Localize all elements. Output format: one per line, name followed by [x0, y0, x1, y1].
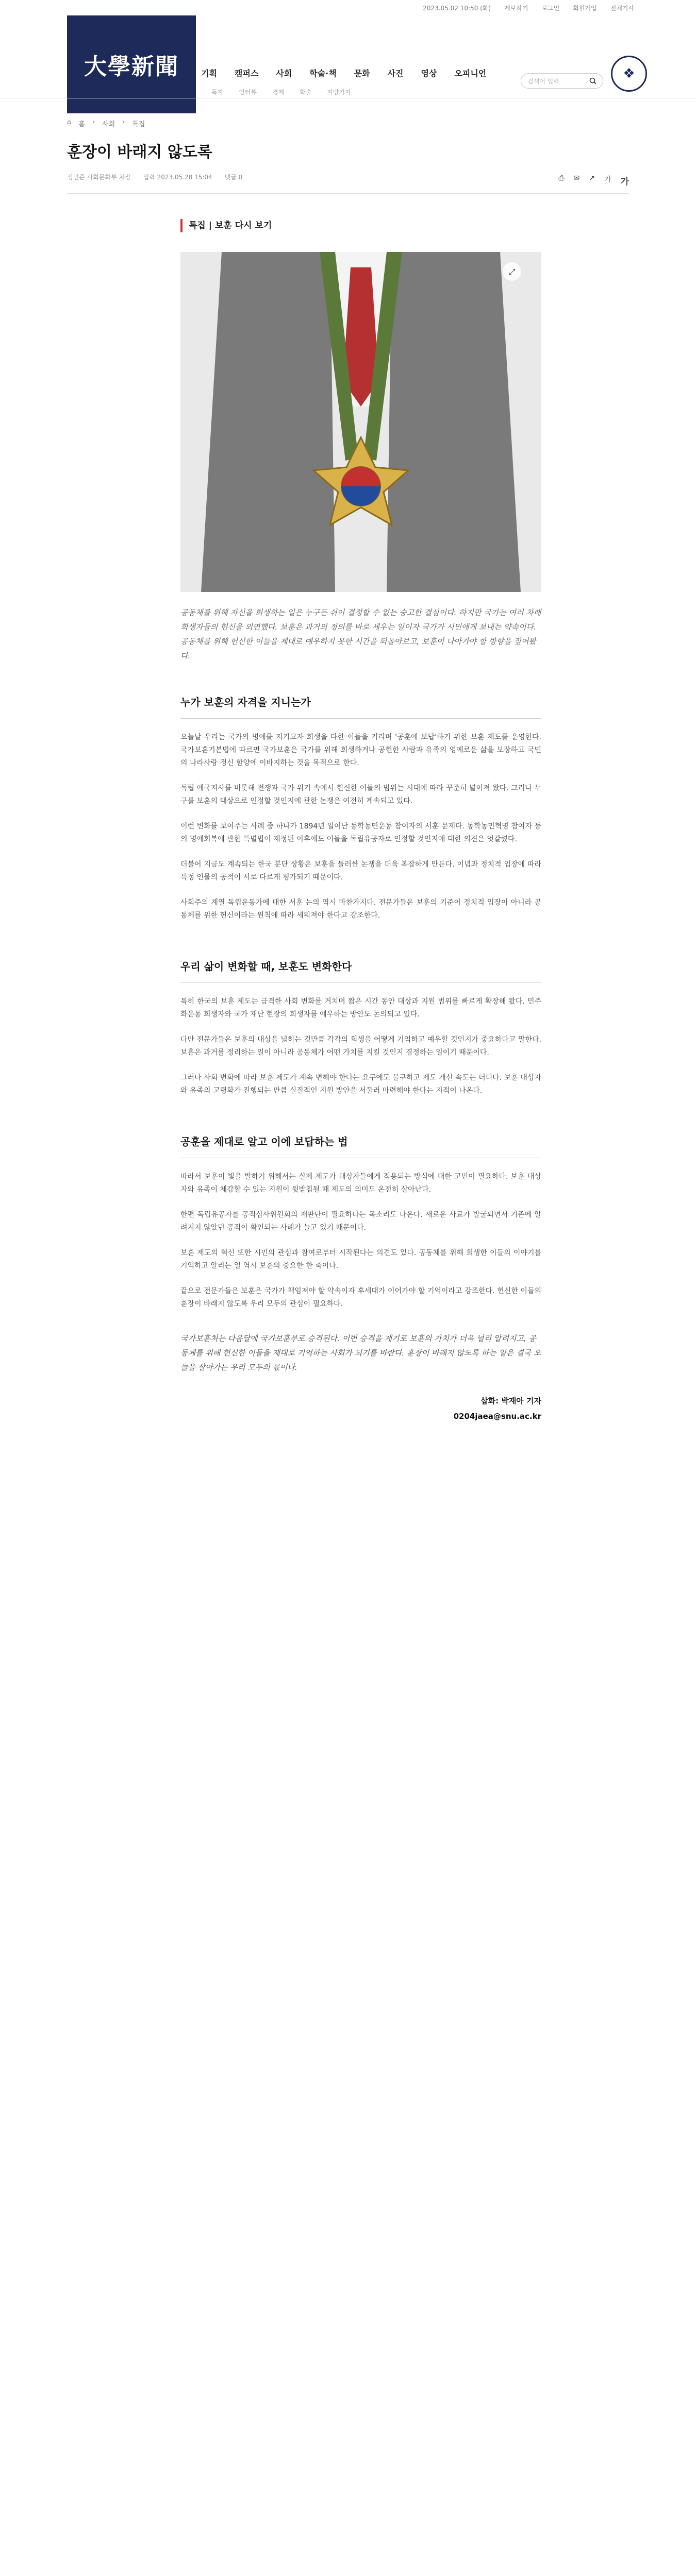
- paragraph: 독립 애국지사를 비롯해 전쟁과 국가 위기 속에서 헌신한 이들의 범위는 시대에 따라 꾸준히 넓어져 왔다. 그러나 누구를 보훈의 대상으로 인정할 것인지에 관한 논쟁은 여전히 계속되고 있다.: [180, 784, 541, 805]
- all-articles-link[interactable]: 전체기사: [610, 4, 634, 12]
- section-label: 특집 | 보훈 다시 보기: [180, 219, 541, 232]
- article-meta: [67, 173, 242, 181]
- search-icon[interactable]: [589, 77, 596, 84]
- author: 정민준 사회문화부 차장: [67, 174, 131, 181]
- subnav-item-1[interactable]: 독자: [211, 89, 224, 96]
- paragraph: 다만 전문가들은 보훈의 대상을 넓히는 것만큼 각각의 희생을 어떻게 기억하고 예우할 것인지가 중요하다고 말한다. 보훈은 과거를 정리하는 일이 아니라 공동체가 어떤 가치를 지킬 것인지 결정하는 일이기 때문이다.: [180, 1036, 541, 1057]
- breadcrumb-special[interactable]: 특집: [132, 121, 145, 128]
- paragraph: 따라서 보훈이 빛을 발하기 위해서는 실제 제도가 대상자들에게 적용되는 방식에 대한 고민이 필요하다. 보훈 대상자와 유족이 체감할 수 있는 지원이 뒷받침될 때 제도의 의미도 온전히 살아난다.: [180, 1173, 541, 1194]
- article-tools: [558, 174, 629, 187]
- breadcrumb: [67, 118, 145, 128]
- top-utility-bar: [0, 0, 696, 15]
- comment-count[interactable]: 댓글 0: [224, 174, 243, 181]
- publish-date: 입력 2023.05.28 15:04: [143, 174, 212, 181]
- paragraph: 보훈 제도의 혁신 또한 시민의 관심과 참여로부터 시작된다는 의견도 있다. 공동체를 위해 희생한 이들의 이야기를 기억하고 알리는 일 역시 보훈의 중요한 한 축이다.: [180, 1249, 541, 1270]
- paragraph: 특히 한국의 보훈 제도는 급격한 사회 변화를 거치며 짧은 시간 동안 대상과 지원 범위를 빠르게 확장해 왔다. 민주화운동 희생자와 국가 재난 현장의 희생자를 예우하는 방안도 논의되고 있다.: [180, 997, 541, 1019]
- breadcrumb-separator: ›: [122, 118, 125, 126]
- section-heading-2: 우리 삶이 변화할 때, 보훈도 변화한다: [180, 958, 541, 983]
- byline: [180, 1393, 541, 1424]
- print-icon[interactable]: ⎙: [558, 174, 565, 182]
- main-nav: [201, 67, 486, 79]
- subnav-item-5[interactable]: 지방기자: [327, 89, 351, 96]
- paragraph: 더불어 지금도 계속되는 한국 분단 상황은 보훈을 둘러싼 논쟁을 더욱 복잡하게 만든다. 이념과 정치적 입장에 따라 특정 인물의 공적이 서로 다르게 평가되기 때문이다.: [180, 860, 541, 882]
- subnav-item-4[interactable]: 학술: [300, 89, 312, 96]
- share-icon[interactable]: ↗: [589, 174, 595, 182]
- section-heading-1: 누가 보훈의 자격을 지니는가: [180, 694, 541, 719]
- subnav-item-2[interactable]: 인터뷰: [239, 89, 257, 96]
- medal-illustration: [180, 252, 541, 592]
- home-icon[interactable]: ⌂: [67, 118, 72, 126]
- article-body: [180, 219, 541, 1424]
- breadcrumb-separator: ›: [92, 118, 95, 126]
- font-smaller-icon[interactable]: 가: [604, 176, 611, 184]
- nav-item-culture[interactable]: 문화: [354, 69, 370, 78]
- paragraph: 오늘날 우리는 국가의 명예를 지키고자 희생을 다한 이들을 기리며 '공훈에 보답'하기 위한 보훈 제도를 운영한다. 국가보훈기본법에 따르면 국가보훈은 국가를 위해 희생하거나 공헌한 사람과 유족의 영예로운 삶을 보장하고 국민의 나라사랑 정신 함양에 이바지하는 것을 목적으로 한다.: [180, 733, 541, 767]
- font-larger-icon[interactable]: 가: [620, 177, 629, 187]
- section-heading-3: 공훈을 제대로 알고 이에 보답하는 법: [180, 1133, 541, 1158]
- nav-item-society[interactable]: 사회: [276, 69, 292, 78]
- subnav-item-3[interactable]: 경제: [272, 89, 285, 96]
- nav-item-campus[interactable]: 캠퍼스: [234, 69, 259, 78]
- university-emblem-icon[interactable]: ❖: [611, 56, 647, 92]
- current-date: 2023.05.02 10:50 (화): [423, 4, 491, 12]
- nav-item-opinion[interactable]: 오피니언: [454, 69, 487, 78]
- nav-item-academic[interactable]: 학술·책: [309, 69, 337, 78]
- nav-item-planning[interactable]: 기획: [201, 69, 217, 78]
- article-title: 훈장이 바래지 않도록: [67, 143, 212, 161]
- email-icon[interactable]: ✉: [573, 174, 580, 182]
- paragraph: 이런 변화를 보여주는 사례 중 하나가 1894년 일어난 동학농민운동 참여자의 서훈 문제다. 동학농민혁명 참여자 등의 명예회복에 관한 특별법이 제정된 이후에도 이들을 독립유공자로 인정할 것인지에 대한 의견은 엇갈렸다.: [180, 822, 541, 843]
- site-header: [0, 15, 696, 98]
- search-placeholder: 검색어 입력: [527, 77, 559, 85]
- title-divider: [67, 193, 629, 194]
- byline-email[interactable]: 0204jaea@snu.ac.kr: [453, 1412, 541, 1421]
- signup-link[interactable]: 회원가입: [573, 4, 597, 12]
- article-illustration: [180, 252, 541, 592]
- paragraph: 그러나 사회 변화에 따라 보훈 제도가 계속 변해야 한다는 요구에도 불구하고 제도 개선 속도는 더디다. 보훈 대상자와 유족의 고령화가 진행되는 만큼 실질적인 지원 방안을 서둘러 마련해야 한다는 지적이 나온다.: [180, 1074, 541, 1095]
- sub-nav: [211, 88, 351, 96]
- nav-item-video[interactable]: 영상: [421, 69, 437, 78]
- report-link[interactable]: 제보하기: [504, 4, 528, 12]
- breadcrumb-home[interactable]: 홈: [78, 121, 85, 128]
- paragraph: 끝으로 전문가들은 보훈은 국가가 책임져야 할 약속이자 후세대가 이어가야 할 기억이라고 강조한다. 헌신한 이들의 훈장이 바래지 않도록 우리 모두의 관심이 필요하다.: [180, 1287, 541, 1308]
- photo-caption: 공동체를 위해 자신을 희생하는 일은 누구든 쉬이 결정할 수 없는 숭고한 결심이다. 하지만 국가는 여러 차례 희생자들의 헌신을 외면했다. 보훈은 과거의 정의를 바로 세우는 일이자 국가가 시민에게 보내는 약속이다. 공동체를 위해 헌신한 이들을 제대로 예우하지 못한 시간을 되돌아보고, 보훈이 나아가야 할 방향을 짚어봤다.: [180, 608, 541, 660]
- breadcrumb-society[interactable]: 사회: [102, 121, 115, 128]
- byline-name: 삽화: 박재아 기자: [480, 1396, 541, 1405]
- login-link[interactable]: 로그인: [541, 4, 560, 12]
- closing-quote: 국가보훈처는 다음달에 국가보훈부로 승격된다. 이번 승격을 계기로 보훈의 가치가 더욱 널리 알려지고, 공동체를 위해 헌신한 이들을 제대로 기억하는 사회가 되기를 바란다. 훈장이 바래지 않도록 하는 일은 결국 오늘을 살아가는 우리 모두의 몫이다.: [180, 1334, 541, 1372]
- paragraph: 사회주의 계열 독립운동가에 대한 서훈 논의 역시 마찬가지다. 전문가들은 보훈의 기준이 정치적 입장이 아니라 공동체를 위한 헌신이라는 원칙에 따라 세워져야 한다고 강조한다.: [180, 899, 541, 920]
- site-logo[interactable]: 大學新聞: [67, 15, 196, 113]
- nav-item-photo[interactable]: 사진: [387, 69, 404, 78]
- search-box[interactable]: [521, 73, 603, 89]
- paragraph: 한편 독립유공자를 공적심사위원회의 재판단이 필요하다는 목소리도 나온다. 새로운 사료가 발굴되면서 기존에 알려지지 않았던 공적이 확인되는 사례가 늘고 있기 때문이다.: [180, 1211, 541, 1232]
- svg-text:⤢: ⤢: [508, 267, 516, 277]
